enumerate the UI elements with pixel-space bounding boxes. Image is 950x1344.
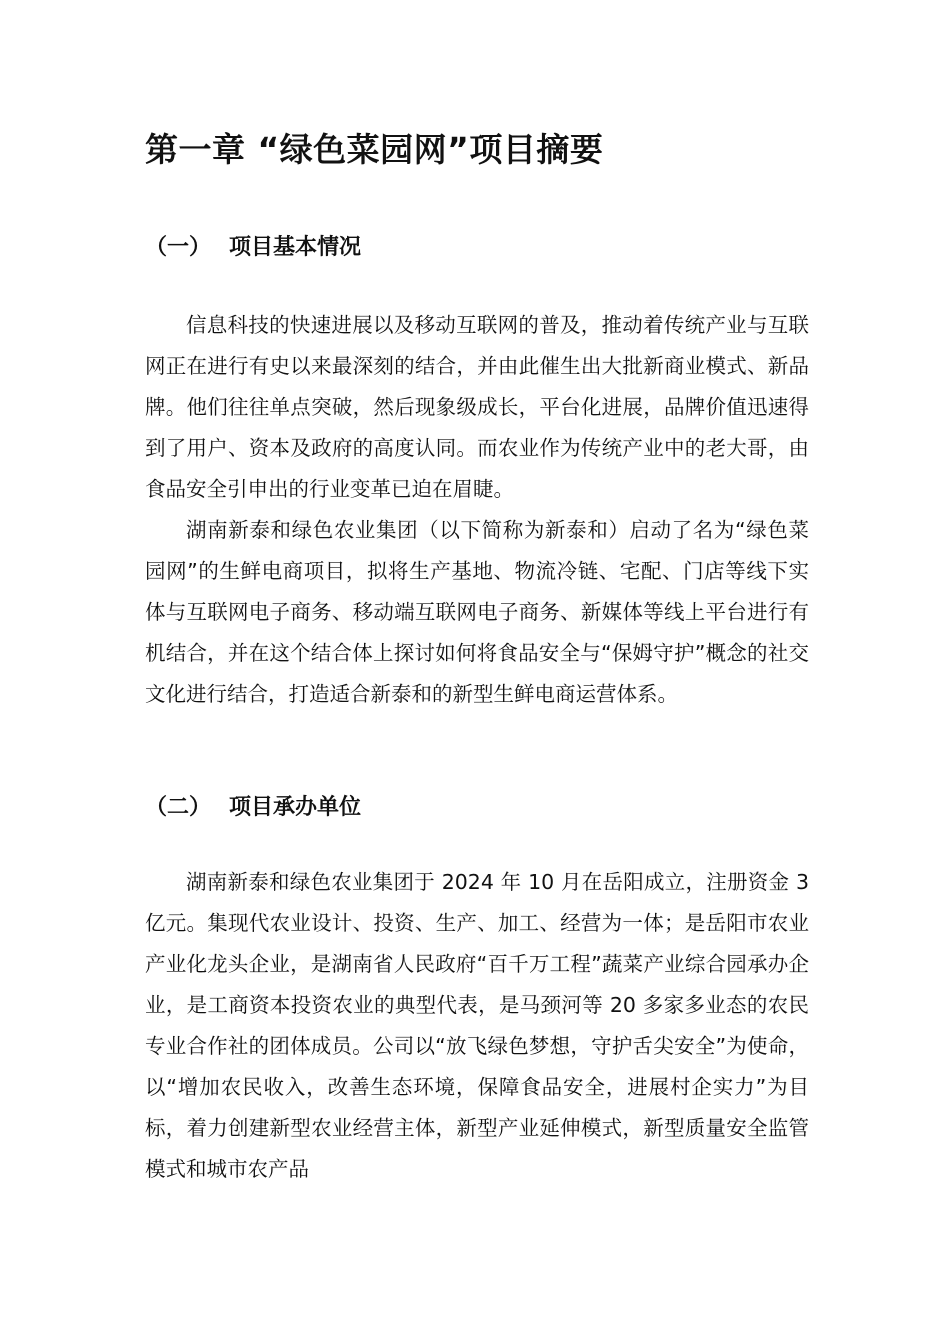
section-body-basic-info [145,305,809,715]
section-heading-text: 项目承办单位 [229,795,362,820]
chapter-title: 第一章 “绿色菜园网”项目摘要 [145,130,604,169]
section-heading-basic-info [145,233,361,263]
section-number: （二） [145,795,212,820]
section-heading-organizer [145,793,361,823]
section-body-organizer [145,862,809,1190]
section-heading-text: 项目基本情况 [229,235,362,260]
paragraph: 湖南新泰和绿色农业集团（以下简称为新泰和）启动了名为“绿色菜园网”的生鲜电商项目，拟将生产基地、物流冷链、宅配、门店等线下实体与互联网电子商务、移动端互联网电子商务、新媒体等线上平台进行有机结合，并在这个结合体上探讨如何将食品安全与“保姆守护”概念的社交文化进行结合，打造适合新泰和的新型生鲜电商运营体系。 [145,518,809,706]
paragraph: 信息科技的快速进展以及移动互联网的普及，推动着传统产业与互联网正在进行有史以来最深刻的结合，并由此催生出大批新商业模式、新品牌。他们往往单点突破，然后现象级成长，平台化进展，品牌价值迅速得到了用户、资本及政府的高度认同。而农业作为传统产业中的老大哥，由食品安全引申出的行业变革已迫在眉睫。 [145,313,809,501]
paragraph: 湖南新泰和绿色农业集团于 2024 年 10 月在岳阳成立，注册资金 3 亿元。集现代农业设计、投资、生产、加工、经营为一体；是岳阳市农业产业化龙头企业，是湖南省人民政府“百千万工程”蔬菜产业综合园承办企业，是工商资本投资农业的典型代表，是马颈河等 20 多家多业态的农民专业合作社的团体成员。公司以“放飞绿色梦想，守护舌尖安全”为使命，以“增加农民收入，改善生态环境，保障食品安全，进展村企实力”为目标，着力创建新型农业经营主体，新型产业延伸模式，新型质量安全监管模式和城市农产品 [145,870,809,1181]
section-number: （一） [145,235,212,260]
